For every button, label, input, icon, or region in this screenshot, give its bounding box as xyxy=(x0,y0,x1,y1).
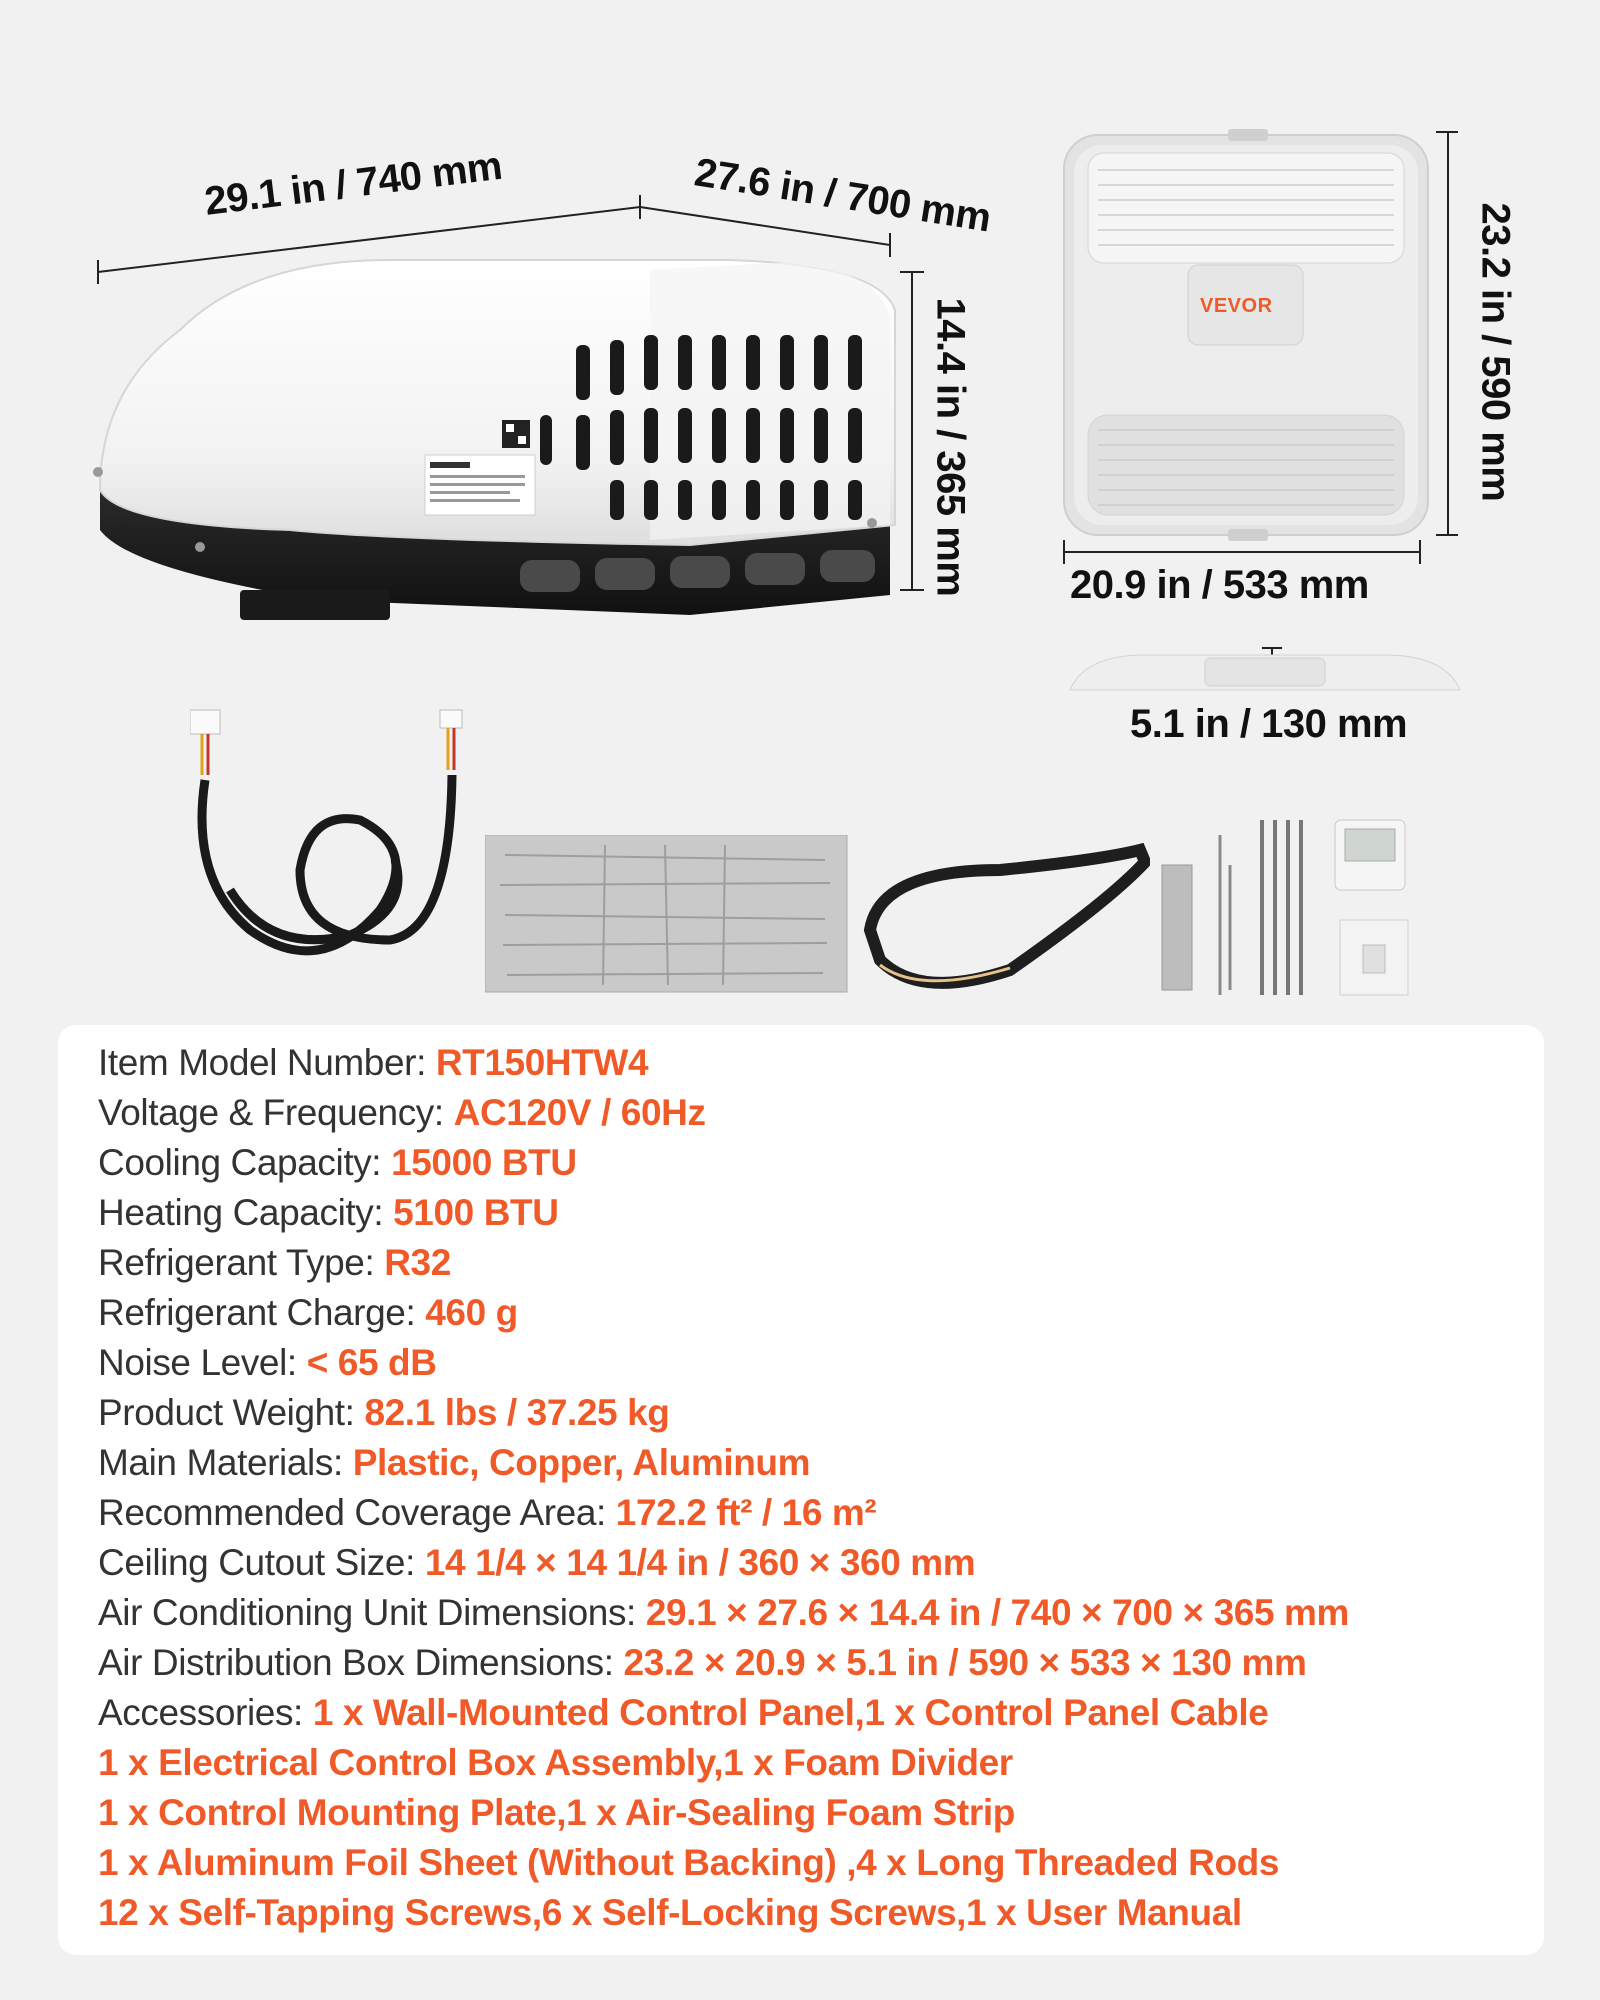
accessories-line-2: 1 x Electrical Control Box Assembly,1 x Foam Divider xyxy=(98,1742,1013,1783)
spec-row-model: Item Model Number: RT150HTW4 xyxy=(98,1042,649,1083)
box-width-label: 20.9 in / 533 mm xyxy=(1070,563,1369,607)
vevor-logo: VEVOR xyxy=(1200,295,1273,317)
spec-row-noise: Noise Level: < 65 dB xyxy=(98,1342,437,1383)
control-panel-cable-image xyxy=(190,700,470,980)
box-depth-label: 5.1 in / 130 mm xyxy=(1130,702,1408,746)
spec-row-box-dimensions: Air Distribution Box Dimensions: 23.2 × 20.9 × 5.1 in / 590 × 533 × 130 mm xyxy=(98,1642,1307,1683)
spec-row-accessories: Accessories: 1 x Wall-Mounted Control Panel,1 x Control Panel Cable xyxy=(98,1692,1269,1733)
unit-length-label: 29.1 in / 740 mm xyxy=(202,143,505,224)
spec-row-coverage: Recommended Coverage Area: 172.2 ft² / 16 m² xyxy=(98,1492,877,1533)
ac-unit-dimension-lines xyxy=(90,190,990,610)
accessories-line-3: 1 x Control Mounting Plate,1 x Air-Sealing Foam Strip xyxy=(98,1792,1015,1833)
spec-row-refrigerant-type: Refrigerant Type: R32 xyxy=(98,1242,451,1283)
unit-height-label: 14.4 in / 365 mm xyxy=(928,297,973,597)
hardware-and-control-panel-image xyxy=(1160,815,1420,1000)
spec-row-materials: Main Materials: Plastic, Copper, Aluminum xyxy=(98,1442,811,1483)
accessories-line-5: 12 x Self-Tapping Screws,6 x Self-Locking Screws,1 x User Manual xyxy=(98,1892,1242,1933)
unit-width-label: 27.6 in / 700 mm xyxy=(691,150,994,241)
spec-row-cutout: Ceiling Cutout Size: 14 1/4 × 14 1/4 in / 360 × 360 mm xyxy=(98,1542,976,1583)
spec-row-voltage: Voltage & Frequency: AC120V / 60Hz xyxy=(98,1092,706,1133)
spec-row-cooling: Cooling Capacity: 15000 BTU xyxy=(98,1142,577,1183)
aluminum-foil-sheet-image xyxy=(485,835,850,995)
spec-list xyxy=(98,1038,1558,1938)
air-sealing-foam-strip-image xyxy=(860,840,1150,1000)
spec-row-unit-dimensions: Air Conditioning Unit Dimensions: 29.1 × 27.6 × 14.4 in / 740 × 700 × 365 mm xyxy=(98,1592,1350,1633)
box-height-label: 23.2 in / 590 mm xyxy=(1473,202,1518,502)
spec-row-heating: Heating Capacity: 5100 BTU xyxy=(98,1192,559,1233)
spec-row-refrigerant-charge: Refrigerant Charge: 460 g xyxy=(98,1292,518,1333)
spec-row-weight: Product Weight: 82.1 lbs / 37.25 kg xyxy=(98,1392,670,1433)
accessories-line-4: 1 x Aluminum Foil Sheet (Without Backing) ,4 x Long Threaded Rods xyxy=(98,1842,1280,1883)
box-side-profile-image xyxy=(1065,650,1465,700)
